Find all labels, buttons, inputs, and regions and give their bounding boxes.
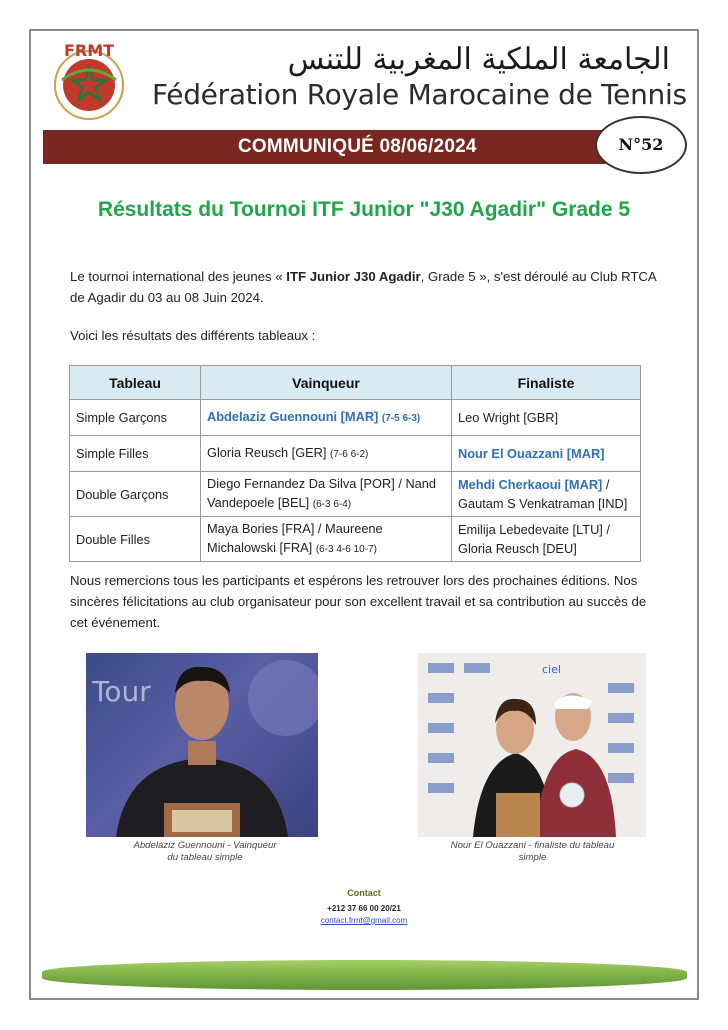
header-vainqueur: Vainqueur <box>201 366 452 400</box>
contact-title: Contact <box>347 888 381 898</box>
finalist-cell: Emilija Lebedevaite [LTU] / Gloria Reusch [DEU] <box>452 517 641 562</box>
results-table <box>69 365 641 562</box>
communique-banner <box>43 130 671 164</box>
winner-photo-caption <box>100 840 310 864</box>
winner-photo <box>86 653 318 837</box>
winner-name: Gloria Reusch [GER] <box>207 445 327 460</box>
finalist-cell: Leo Wright [GBR] <box>452 400 641 436</box>
finalist-name-partner: / Gautam S Venkatraman [IND] <box>458 477 628 511</box>
intro-text-1: Le tournoi international des jeunes « <box>70 269 287 284</box>
category-cell: Simple Garçons <box>70 400 201 436</box>
intro-tournament-name: ITF Junior J30 Agadir <box>286 269 421 284</box>
finalist-photo <box>418 653 646 837</box>
winner-name: Diego Fernandez Da Silva [POR] / Nand Vandepoele [BEL] <box>207 476 437 510</box>
grass-footer-decoration <box>42 960 687 990</box>
frmt-logo <box>48 40 130 122</box>
winner-score: (7-5 6-3) <box>381 413 421 424</box>
intro-text-2: , Grade 5 », s'est déroulé au Club RTCA de Agadir du 03 au 08 Juin 2024. <box>70 269 657 305</box>
winner-score: (7-6 6-2) <box>330 449 369 460</box>
contact-email-link[interactable]: contact.frmt@gmail.com <box>320 916 408 925</box>
category-cell: Simple Filles <box>70 436 201 472</box>
page-title: Résultats du Tournoi ITF Junior "J30 Agadir" Grade 5 <box>97 198 631 221</box>
winner-cell <box>201 400 452 436</box>
finalist-photo-caption <box>425 840 640 864</box>
thanks-paragraph: Nous remercions tous les participants et espérons les retrouver lors des prochaines éditions. Nos sincères félicitations au club organisateur pour son excellent travail et sa contribution au succès de cet événement. <box>70 573 647 630</box>
winner-score: (6-3 6-4) <box>312 499 352 510</box>
logo-text: FRMT <box>63 41 115 60</box>
intro-paragraph <box>70 266 660 308</box>
communique-label: COMMUNIQUÉ 08/06/2024 <box>238 136 477 157</box>
table-header-row <box>70 366 641 400</box>
winner-cell <box>201 517 452 562</box>
winner-name: Maya Bories [FRA] / Maureene Michalowski [FRA] <box>207 521 383 555</box>
communique-number-badge: N°52 <box>595 116 687 174</box>
winner-cell <box>201 472 452 517</box>
winner-photo-illustration <box>86 653 318 837</box>
arabic-title: الجامعة الملكية المغربية للتنس <box>287 42 670 77</box>
photo-bg-text: Tour <box>92 675 151 708</box>
category-cell: Double Filles <box>70 517 201 562</box>
header-finaliste: Finaliste <box>452 366 641 400</box>
finalist-cell <box>452 436 641 472</box>
table-row <box>70 517 641 562</box>
caption-line: simple <box>518 852 547 863</box>
contact-phone: +212 37 66 00 20/21 <box>327 904 401 913</box>
table-intro: Voici les résultats des différents tableaux : <box>70 328 316 343</box>
category-cell: Double Garçons <box>70 472 201 517</box>
finalist-photo-illustration <box>418 653 646 837</box>
finalist-name-highlight: Mehdi Cherkaoui [MAR] <box>458 477 603 492</box>
winner-cell <box>201 436 452 472</box>
caption-line: Abdelaziz Guennouni - Vainqueur <box>133 840 277 851</box>
finalist-cell <box>452 472 641 517</box>
caption-line: Nour El Ouazzani - finaliste du tableau <box>450 840 615 851</box>
table-row <box>70 400 641 436</box>
sponsor-text: ciel <box>542 663 561 676</box>
caption-line: du tableau simple <box>167 852 243 863</box>
table-row <box>70 436 641 472</box>
finalist-name: Nour El Ouazzani [MAR] <box>458 446 605 461</box>
header-tableau: Tableau <box>70 366 201 400</box>
federation-title: Fédération Royale Marocaine de Tennis <box>152 78 687 111</box>
table-row <box>70 472 641 517</box>
winner-name: Abdelaziz Guennouni [MAR] <box>207 409 379 424</box>
winner-score: (6-3 4-6 10-7) <box>315 544 377 555</box>
